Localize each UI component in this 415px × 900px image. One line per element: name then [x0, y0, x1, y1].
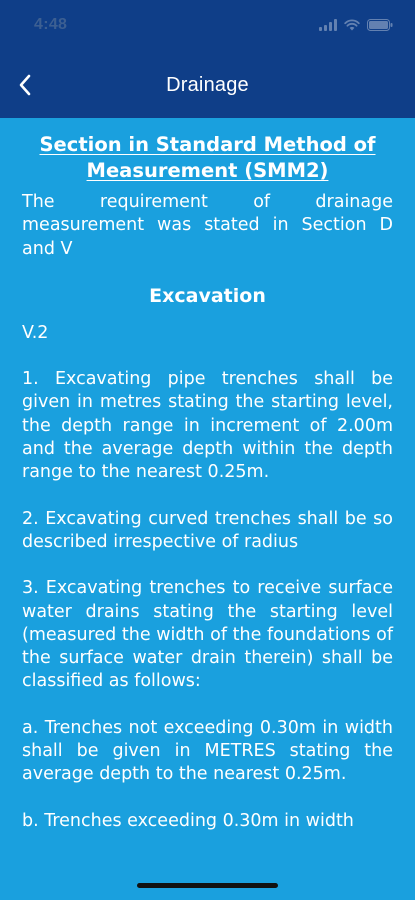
home-indicator[interactable]: [137, 883, 278, 888]
spacer: [22, 485, 393, 508]
wifi-icon: [344, 16, 360, 35]
spacer: [22, 787, 393, 810]
intro-paragraph: The requirement of drainage measurement was stated in Section D and V: [22, 192, 393, 259]
status-icons: [319, 16, 393, 35]
excavation-heading: Excavation: [149, 284, 266, 307]
spacer: [22, 554, 393, 577]
spacer: [22, 694, 393, 717]
battery-icon: [367, 16, 393, 35]
clause-reference: V.2: [22, 322, 49, 343]
page-title: Drainage: [166, 74, 249, 96]
list-item: b. Trenches exceeding 0.30m in width: [22, 810, 354, 831]
list-item: 2. Excavating curved trenches shall be so described irrespective of radius: [22, 508, 393, 552]
status-time: 4:48: [34, 16, 68, 33]
list-item: 1. Excavating pipe trenches shall be given in metres stating the starting level, the depth range in increment of 2.00m and the average depth within the depth range to the nearest 0.25m.: [22, 369, 393, 483]
status-bar: [0, 0, 415, 52]
list-item: 3. Excavating trenches to receive surface water drains stating the starting level (measured the width of the foundations of the surface water drain therein) shall be classified as follows:: [22, 578, 393, 692]
navigation-bar: [0, 52, 415, 118]
section-title: Section in Standard Method of Measurement (SMM2): [39, 133, 376, 182]
content-scroll-area[interactable]: [0, 118, 415, 900]
spacer: [22, 345, 393, 368]
list-item: a. Trenches not exceeding 0.30m in width shall be given in METRES stating the average depth to the nearest 0.25m.: [22, 717, 393, 785]
signal-icon: [319, 16, 337, 35]
content-body: [0, 118, 415, 833]
